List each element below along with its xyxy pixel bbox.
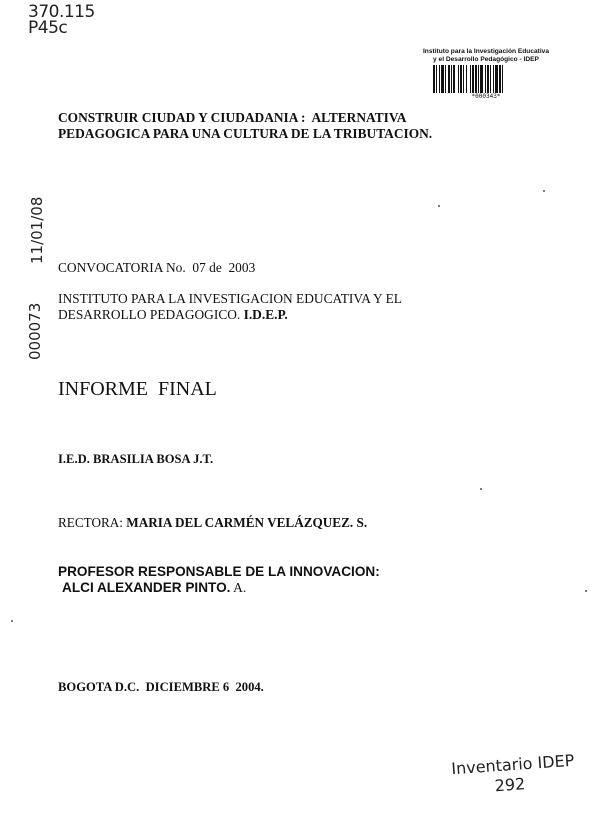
barcode-bar	[499, 65, 501, 93]
convocatoria: CONVOCATORIA No. 07 de 2003	[58, 260, 256, 275]
barcode-bar	[493, 65, 494, 93]
title-line-1: CONSTRUIR CIUDAD Y CIUDADANIA : ALTERNATIVA	[58, 110, 407, 125]
barcode-bar	[502, 65, 503, 93]
institute-acronym: I.D.E.P.	[243, 307, 288, 322]
rector-name: MARIA DEL CARMÉN VELÁZQUEZ. S.	[126, 515, 368, 530]
barcode-bar	[495, 65, 498, 93]
barcode-bar	[478, 65, 479, 93]
barcode-bar	[463, 65, 464, 93]
barcode-icon	[431, 65, 541, 93]
institute-name	[58, 291, 402, 323]
school-name: I.E.D. BRASILIA BOSA J.T.	[58, 452, 214, 466]
call-number-line2: P45c	[28, 18, 68, 38]
scan-speck	[585, 590, 587, 592]
professor-label: PROFESOR RESPONSABLE DE LA INNOVACION:	[58, 564, 380, 579]
barcode-bar	[466, 65, 467, 93]
place-and-date: BOGOTA D.C. DICIEMBRE 6 2004.	[58, 680, 264, 694]
scan-speck	[11, 620, 13, 622]
professor-initial: A.	[230, 580, 247, 595]
stamp-line-2: y el Desarrollo Pedagógico - IDEP	[433, 56, 539, 63]
title-line-2: PEDAGOGICA PARA UNA CULTURA DE LA TRIBUTACION.	[58, 126, 433, 141]
side-number-annotation: 000073	[26, 302, 44, 360]
barcode-bar	[470, 65, 471, 93]
report-type-heading: INFORME FINAL	[58, 378, 217, 400]
barcode-bar	[439, 65, 440, 93]
barcode-bar	[458, 65, 459, 93]
rector-label: RECTORA:	[58, 515, 127, 530]
barcode-bar	[445, 65, 446, 93]
barcode-bar	[490, 65, 491, 93]
barcode-bar	[433, 65, 435, 93]
call-number-line1: 370.115	[28, 2, 95, 22]
barcode-bar	[453, 65, 455, 93]
barcode-bar	[487, 65, 489, 93]
scan-speck	[480, 488, 482, 490]
institute-line-2a: DESARROLLO PEDAGOGICO.	[58, 307, 244, 322]
barcode-bar	[451, 65, 452, 93]
library-stamp	[420, 48, 552, 100]
barcode-bar	[460, 65, 462, 93]
rector	[58, 515, 367, 531]
barcode-bar	[475, 65, 477, 93]
professor-name-line	[58, 580, 380, 596]
professor-name: ALCI ALEXANDER PINTO.	[62, 580, 231, 595]
institute-line-2	[58, 307, 402, 323]
barcode-bar	[485, 65, 486, 93]
stamp-line-1: Instituto para la Investigación Educativa	[422, 48, 550, 55]
barcode-bar	[472, 65, 474, 93]
inventory-number: 292	[494, 774, 526, 796]
scan-speck	[543, 190, 545, 192]
professor-block	[58, 564, 380, 596]
barcode-text: *000343*	[471, 93, 501, 100]
document-title	[58, 110, 432, 142]
barcode-bar	[436, 65, 437, 93]
side-date-annotation: 11/01/08	[28, 196, 46, 264]
inventory-note	[451, 751, 577, 799]
institute-line-1: INSTITUTO PARA LA INVESTIGACION EDUCATIVA Y EL	[58, 291, 402, 306]
barcode-bar	[448, 65, 450, 93]
call-number	[28, 4, 95, 36]
inventory-line-1: Inventario IDEP	[450, 750, 575, 779]
scan-speck	[438, 205, 440, 207]
barcode-bar	[480, 65, 483, 93]
barcode-bar	[441, 65, 444, 93]
